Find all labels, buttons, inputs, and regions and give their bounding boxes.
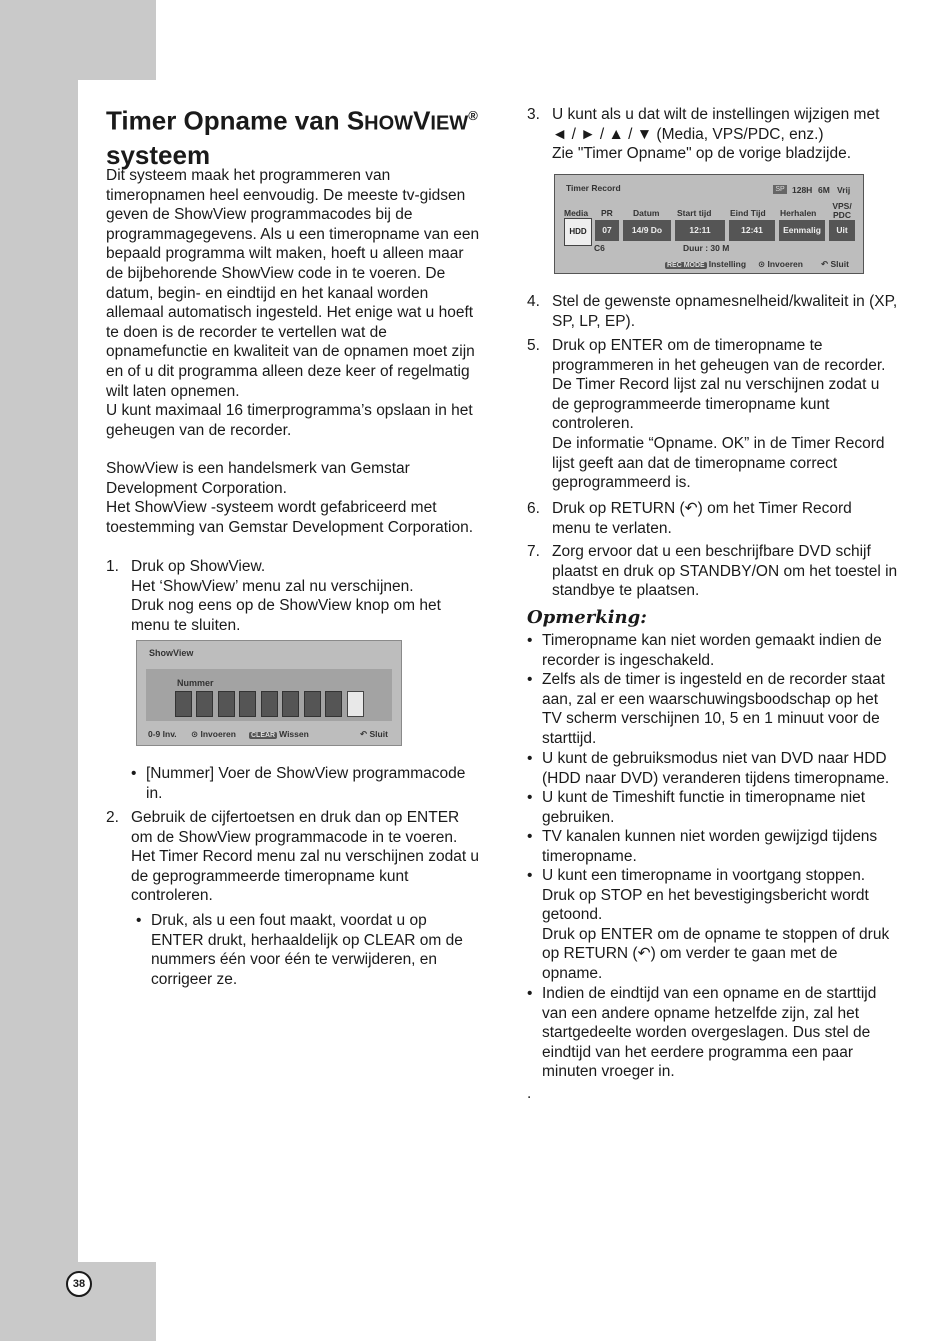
bullet-dot: •	[527, 867, 533, 884]
page-number: 38	[66, 1271, 92, 1297]
step-line: programmeren in het geheugen van de recorder.	[552, 356, 886, 374]
note-line: eindtijd van het eerdere programma een paar	[542, 1043, 854, 1061]
vps-value: Uit	[829, 220, 855, 241]
start-value: 12:11	[675, 220, 725, 241]
bullet-line: in.	[146, 784, 163, 802]
step-line: Druk op ShowView.	[131, 558, 266, 575]
step-line: menu te sluiten.	[131, 616, 241, 634]
bullet-dot: •	[527, 985, 533, 1002]
return-icon: ↶	[360, 729, 368, 739]
intro-line: geheugen van de recorder.	[106, 421, 292, 439]
note-line: opname.	[542, 964, 603, 982]
page-frame-left	[0, 0, 78, 1341]
note-line: getoond.	[542, 906, 603, 924]
note-line: starttijd.	[542, 729, 597, 747]
note-line: van een andere opname hetzelfde zijn, zal het	[542, 1004, 860, 1022]
intro-line: en of u dit programma alleen deze keer of regelmatig	[106, 362, 470, 380]
step-line: Zorg ervoor dat u een beschrijfbare DVD schijf	[552, 543, 871, 560]
osd-foot-enter	[758, 259, 803, 270]
step-line: Het ‘ShowView’ menu zal nu verschijnen.	[131, 577, 414, 595]
pr-value: 07	[595, 220, 619, 241]
title-v: V	[413, 105, 431, 136]
page-frame-bottom	[78, 1262, 156, 1341]
step-2-bullet	[136, 911, 516, 991]
osd-foot-setting-label: Instelling	[708, 259, 747, 269]
step-number: 4.	[527, 293, 540, 310]
trademark-line: ShowView is een handelsmerk van Gemstar	[106, 460, 410, 477]
step-line: Druk op RETURN (↶) om het Timer Record	[552, 500, 852, 517]
digit-box	[218, 691, 235, 717]
note-line: gebruiken.	[542, 808, 615, 826]
clear-key: CLEAR	[251, 732, 276, 739]
step-line: Druk op ENTER om de timeropname te	[552, 337, 823, 354]
step-line: controleren.	[131, 887, 213, 905]
end-value: 12:41	[729, 220, 775, 241]
note-line: (HDD naar DVD) veranderen tijdens timeropname.	[542, 769, 890, 787]
intro-line: de bijbehorende ShowView code in te voeren. De	[106, 264, 446, 282]
step-1	[106, 557, 506, 637]
note-line: Timeropname kan niet worden gemaakt indien de	[542, 632, 882, 649]
free-label: Vrij	[837, 185, 851, 195]
note-line: op RETURN (↶) om verder te gaan met de	[542, 945, 838, 963]
osd-foot-close	[360, 729, 388, 740]
sp-badge: SP	[773, 185, 787, 194]
step-2	[106, 808, 516, 908]
step-line: de geprogrammeerde timeropname kunt	[131, 867, 409, 885]
col-header: Eind Tijd	[730, 208, 766, 218]
osd-foot-enter	[191, 729, 236, 740]
osd-title: ShowView	[149, 648, 194, 658]
trademark-line: Development Corporation.	[106, 479, 287, 497]
step-line: Het Timer Record menu zal nu verschijnen zodat u	[131, 848, 480, 866]
note-line: recorder is ingeschakeld.	[542, 651, 715, 669]
intro-line: datum, begin- en eindtijd en het kanaal worden	[106, 284, 429, 302]
osd-foot-digits: 0-9 Inv.	[148, 729, 177, 739]
step-line: Stel de gewenste opnamesnelheid/kwaliteit in (XP,	[552, 293, 898, 310]
note-line: TV kanalen kunnen niet worden gewijzigd tijdens	[542, 828, 878, 845]
osd-foot-clear	[249, 729, 309, 739]
col-header: VPS/ PDC	[832, 201, 852, 220]
enter-icon: ⊙	[758, 259, 766, 269]
rec-mode-key: REC MODE	[667, 262, 705, 269]
bullet-dot: •	[131, 765, 137, 782]
duration-label: Duur : 30 M	[683, 243, 730, 253]
digit-box	[239, 691, 256, 717]
bullet-line: corrigeer ze.	[151, 970, 238, 988]
step-5	[527, 336, 925, 496]
registered-mark: ®	[468, 108, 478, 123]
intro-line: Dit systeem maak het programmeren van	[106, 167, 391, 184]
step-line: standbye te plaatsen.	[552, 582, 700, 600]
step-line: De informatie “Opname. OK” in de Timer Record	[552, 434, 885, 452]
intro-line: allemaal automatisch ingesteld. Het enige wat u hoeft	[106, 304, 474, 322]
step-number: 6.	[527, 500, 540, 517]
intro-line: te doen is de recorder te vertellen wat de	[106, 323, 387, 341]
step-line: SP, LP, EP).	[552, 312, 636, 330]
col-header: Datum	[633, 208, 660, 218]
date-value: 14/9 Do	[623, 220, 671, 241]
osd-foot-enter-label: Invoeren	[200, 729, 236, 739]
digit-box	[325, 691, 342, 717]
step-number: 3.	[527, 106, 540, 123]
step-number: 1.	[106, 558, 119, 575]
title-sc2: IEW	[430, 112, 469, 135]
osd-foot-close	[821, 259, 849, 270]
bullet-dot: •	[136, 912, 142, 929]
intro-line: opnamefunctie en kwaliteit van de opnamen moet zijn	[106, 343, 475, 361]
title-text: Timer Opname van S	[106, 105, 365, 136]
step-line: om de ShowView programmacode in te voeren.	[131, 828, 458, 846]
note-line: U kunt een timeropname in voortgang stoppen.	[542, 867, 866, 884]
osd-number-label: Nummer	[177, 678, 214, 688]
bullet-dot: •	[527, 671, 533, 688]
note-line: aan, zal er een waarschuwingsboodschap op het	[542, 690, 879, 708]
step-number: 5.	[527, 337, 540, 354]
bullet-dot: •	[527, 750, 533, 767]
step-number: 7.	[527, 543, 540, 560]
step-line: U kunt als u dat wilt de instellingen wijzigen met	[552, 106, 880, 123]
note-line: minuten vroeger in.	[542, 1063, 675, 1081]
bullet-dot: •	[527, 828, 533, 845]
step-line: de geprogrammeerde timeropname kunt	[552, 395, 830, 413]
title-line2: systeem	[106, 139, 211, 170]
trailing-period: .	[527, 1085, 532, 1102]
intro-line: geven de ShowView programmacodes bij de	[106, 206, 413, 224]
note-line: Zelfs als de timer is ingesteld en de recorder staat	[542, 671, 885, 688]
timer-record-osd-image	[554, 174, 864, 274]
note-line: Indien de eindtijd van een opname en de starttijd	[542, 985, 877, 1002]
intro-line: timeropnamen heel eenvoudig. De meeste tv-gidsen	[106, 186, 466, 204]
bullet-dot: •	[527, 789, 533, 806]
col-header: Herhalen	[780, 208, 817, 218]
step-line: controleren.	[552, 415, 634, 433]
step-line: plaatst en druk op STANDBY/ON om het toestel in	[552, 562, 898, 580]
bullet-line: nummers één voor één te verwijderen, en	[151, 951, 438, 969]
bullet-line: Druk, als u een fout maakt, voordat u op	[151, 912, 427, 929]
digit-box	[261, 691, 278, 717]
note-line: startgedeelte worden overgeslagen. Dus stel de	[542, 1024, 871, 1042]
intro-line: U kunt maximaal 16 timerprogramma’s opslaan in het	[106, 402, 473, 420]
digit-box	[175, 691, 192, 717]
bullet-line: [Nummer] Voer de ShowView programmacode	[146, 765, 466, 782]
step-line: De Timer Record lijst zal nu verschijnen zodat u	[552, 376, 880, 394]
showview-osd-image	[136, 640, 402, 746]
step-3	[527, 105, 925, 165]
digit-box-active	[347, 691, 364, 717]
osd-title: Timer Record	[566, 183, 621, 193]
trademark-paragraph	[106, 459, 506, 537]
step-line: Zie "Timer Opname" op de vorige bladzijde.	[552, 145, 852, 163]
step-line: geprogrammeerd is.	[552, 474, 691, 492]
note-line: Druk op STOP en het bevestigingsbericht wordt	[542, 886, 869, 904]
note-line: TV scherm verschijnen 10, 5 en 1 minuut voor de	[542, 710, 880, 728]
remaining-minutes: 6M	[818, 185, 830, 195]
note-line: Druk op ENTER om de opname te stoppen of druk	[542, 925, 890, 943]
step-line: lijst geeft aan dat de timeropname correct	[552, 454, 838, 472]
step-6	[527, 499, 925, 539]
bullet-line: ENTER drukt, herhaaldelijk op CLEAR om de	[151, 931, 463, 949]
col-header: Media	[564, 208, 589, 218]
trademark-line: Het ShowView -systeem wordt gefabriceerd met	[106, 499, 437, 517]
intro-paragraph	[106, 166, 506, 440]
media-value: HDD	[564, 218, 592, 246]
osd-foot-setting	[665, 259, 746, 269]
intro-line: programmagegevens. Als u een timeropname van een	[106, 225, 480, 243]
digit-box	[282, 691, 299, 717]
step-7	[527, 542, 925, 602]
osd-foot-close-label: Sluit	[369, 729, 388, 739]
step-line: ◄ / ► / ▲ / ▼ (Media, VPS/PDC, enz.)	[552, 125, 824, 143]
note-line: timeropname.	[542, 847, 637, 865]
step-line: menu te verlaten.	[552, 519, 672, 537]
col-header: PR	[601, 208, 613, 218]
osd-foot-clear-label: Wissen	[279, 729, 309, 739]
return-icon: ↶	[821, 259, 829, 269]
repeat-value: Eenmalig	[779, 220, 825, 241]
step-1-bullet	[131, 764, 511, 804]
note-line: U kunt de gebruiksmodus niet van DVD naar HDD	[542, 750, 887, 767]
osd-foot-enter-label: Invoeren	[767, 259, 803, 269]
page-title	[106, 100, 526, 171]
step-line: Gebruik de cijfertoetsen en druk dan op ENTER	[131, 809, 460, 826]
remaining-hours: 128H	[792, 185, 813, 195]
title-sc: HOW	[364, 112, 414, 135]
enter-icon: ⊙	[191, 729, 199, 739]
trademark-line: toestemming van Gemstar Development Corporation.	[106, 518, 473, 536]
note-line: U kunt de Timeshift functie in timeropname niet	[542, 789, 866, 806]
note-heading: Opmerking:	[527, 607, 647, 628]
intro-line: wilt laten opnemen.	[106, 382, 240, 400]
bullet-dot: •	[527, 632, 533, 649]
osd-foot-close-label: Sluit	[830, 259, 849, 269]
channel-label: C6	[594, 243, 605, 253]
step-number: 2.	[106, 809, 119, 826]
intro-line: bepaald programma wilt maken, hoeft u alleen maar	[106, 245, 464, 263]
digit-box	[304, 691, 321, 717]
col-header: Start tijd	[677, 208, 712, 218]
step-4	[527, 292, 925, 332]
digit-box	[196, 691, 213, 717]
step-line: Druk nog eens op de ShowView knop om het	[131, 597, 441, 615]
